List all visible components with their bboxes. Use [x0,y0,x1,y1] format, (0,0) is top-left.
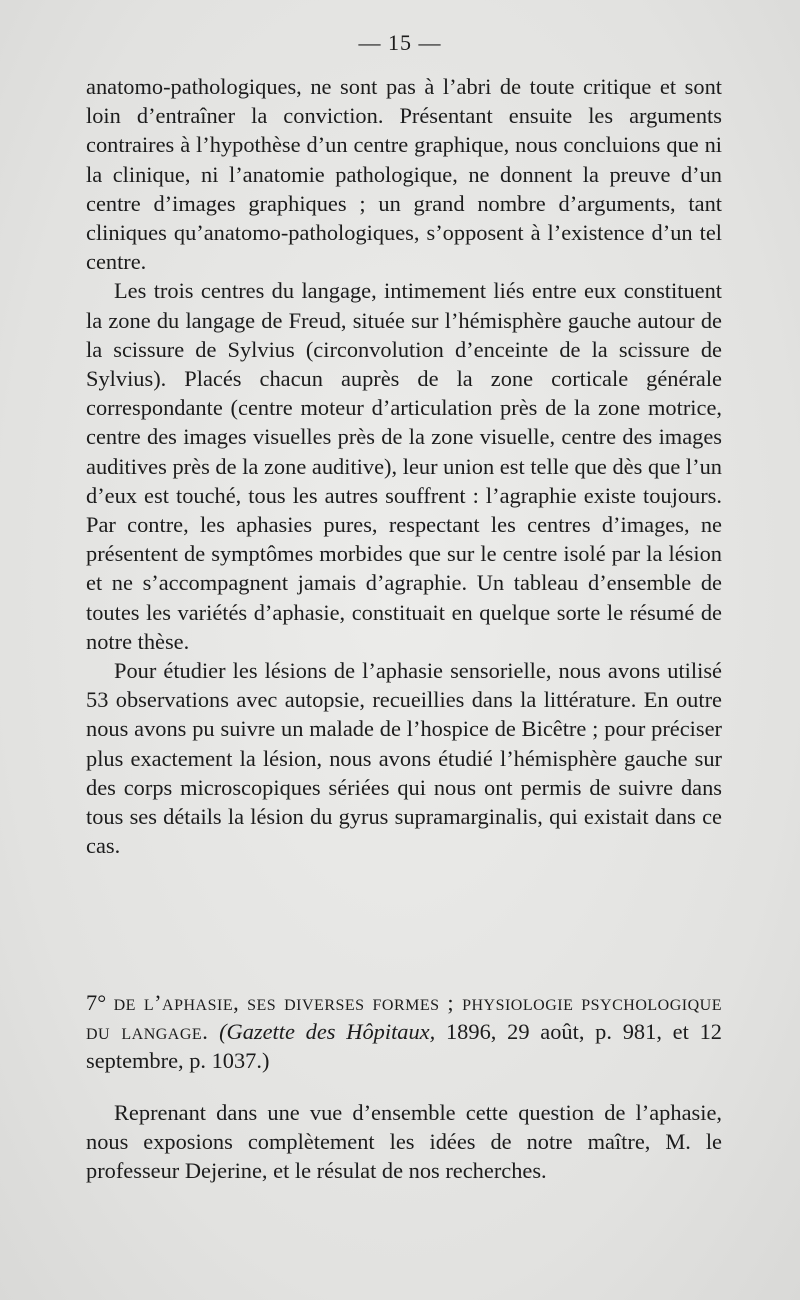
reference-journal: (Gazette des Hôpitaux, [219,1019,436,1045]
paragraph-3: Pour étudier les lésions de l’aphasie sensorielle, nous avons utilisé 53 observations avec autopsie, recueillies dans la littérature. En outre nous avons pu suivre un malade de l’hospice de Bicêtre ; pour préciser plus exactement la lésion, nous avons étudié l’hémisphère gauche sur des corps microscopiques sériées qui nous ont permis de suivre dans tous ses détails la lésion du gyrus supramarginalis, qui existait dans ce cas. [86,658,722,859]
reference-details: 1896, 29 août, p. 981, et 12 septembre, p. 1037.) [86,1019,722,1074]
page-number: — 15 — [358,30,442,55]
final-section [86,1098,722,1186]
body-text [86,72,722,860]
bibliographic-reference [86,988,722,1076]
paragraph-1: anatomo-pathologiques, ne sont pas à l’abri de toute critique et sont loin d’entraîner la conviction. Présentant ensuite les arguments contraires à l’hypothèse d’un centre graphique, nous concluions que ni la clinique, ni l’anatomie pathologique, ne donnent la preuve d’un centre d’images graphiques ; un grand nombre d’arguments, tant cliniques qu’anatomo-pathologiques, s’opposent à l’existence d’un tel centre. [86,74,722,275]
final-paragraph: Reprenant dans une vue d’ensemble cette question de l’aphasie, nous exposions complètement les idées de notre maître, M. le professeur Dejerine, et le résulat de nos recherches. [86,1100,722,1184]
reference-title: de l’aphasie, ses diverses formes ; physiologie psychologique du langage. [86,990,722,1045]
paragraph-2: Les trois centres du langage, intimement liés entre eux constituent la zone du langage de Freud, située sur l’hémisphère gauche autour de la scissure de Sylvius (circonvolution d’enceinte de la scissure de Sylvius). Placés chacun auprès de la zone corticale générale correspondante (centre moteur d’articulation près de la zone motrice, centre des images visuelles près de la zone visuelle, centre des images auditives près de la zone auditive), leur union est telle que dès que l’un d’eux est touché, tous les autres souffrent : l’agraphie existe toujours. Par contre, les aphasies pures, respectant les centres d’images, ne présentent de symptômes morbides que sur le centre isolé par la lésion et ne s’accompagnent jamais d’agraphie. Un tableau d’ensemble de toutes les variétés d’aphasie, constituait en quelque sorte le résumé de notre thèse. [86,278,722,654]
reference-number: 7° [86,990,107,1015]
